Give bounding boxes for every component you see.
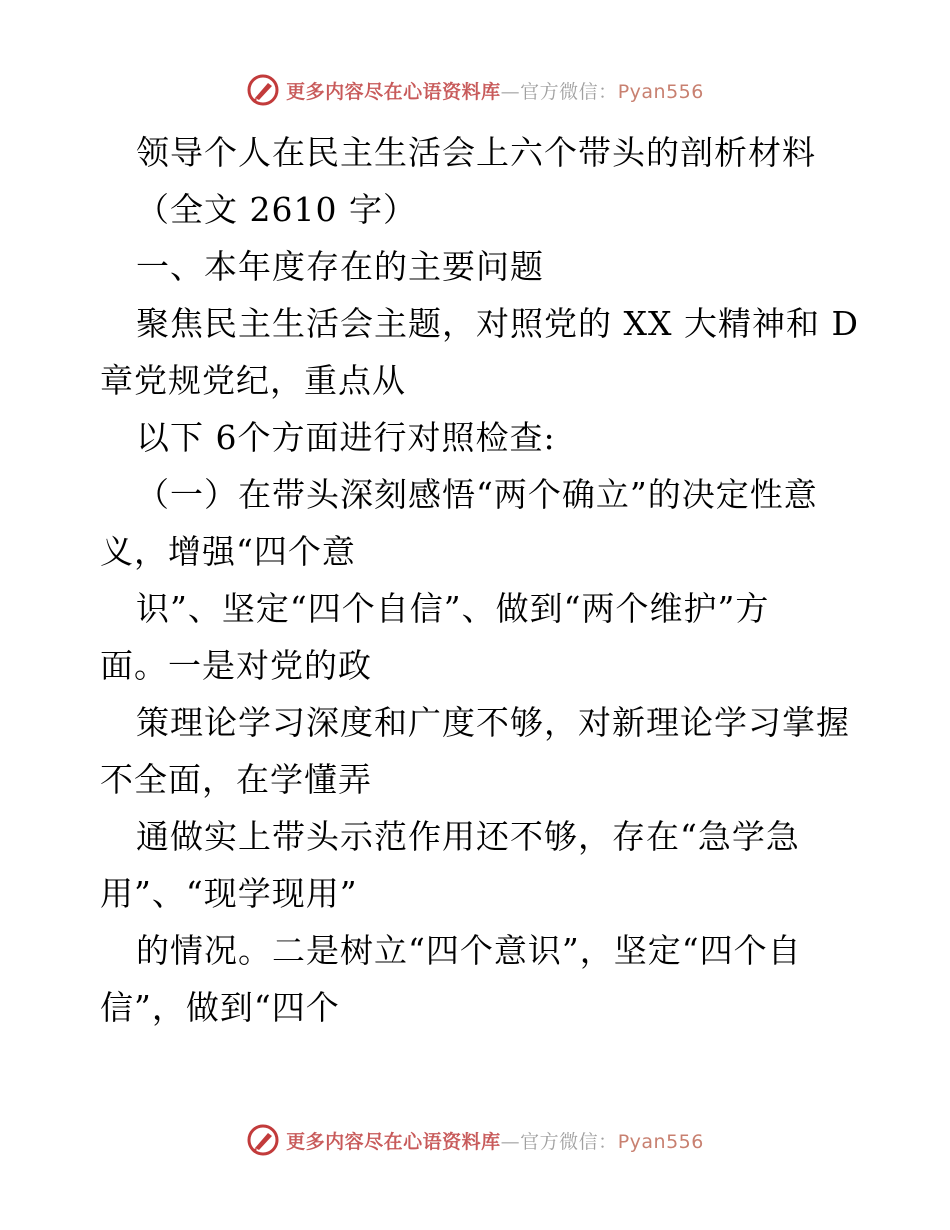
paragraph-line: 通做实上带头示范作用还不够，存在“急学急 [136,817,800,856]
watermark-brand: 更多内容尽在心语资料库 [286,80,501,103]
watermark-text [286,1127,704,1154]
watermark-wechat-id: Pyan556 [617,80,704,103]
paragraph-line: 信”，做到“四个 [100,988,340,1027]
watermark-wechat-id: Pyan556 [617,1130,704,1153]
subsection-heading: （一）在带头深刻感悟“两个确立”的决定性意 [136,475,818,514]
paragraph-line: 不全面，在学懂弄 [100,760,372,799]
pen-logo-icon [246,73,280,107]
paragraph-line: 义，增强“四个意 [100,532,356,571]
paragraph-line: 的情况。二是树立“四个意识”，坚定“四个自 [136,931,802,970]
watermark-banner-bottom [0,1120,950,1160]
paragraph-line: 面。一是对党的政 [100,646,372,685]
pen-logo-icon [246,1123,280,1157]
paragraph-line: 用”、“现学现用” [100,874,358,913]
word-count-note: （全文 2610 字） [136,190,417,229]
watermark-separator: — [500,1130,521,1153]
section-heading: 一、本年度存在的主要问题 [136,247,544,286]
paragraph-line: 聚焦民主生活会主题，对照党的 XX 大精神和 D [136,304,859,343]
watermark-wechat-label: 官方微信： [520,1130,618,1153]
watermark-text [286,77,704,104]
paragraph-line: 策理论学习深度和广度不够，对新理论学习掌握 [136,703,850,742]
paragraph-line: 章党规党纪，重点从 [100,361,406,400]
paragraph-line: 识”、坚定“四个自信”、做到“两个维护”方 [136,589,770,628]
document-body [100,124,860,1036]
watermark-wechat-label: 官方微信： [520,80,618,103]
watermark-brand: 更多内容尽在心语资料库 [286,1130,501,1153]
paragraph-line: 以下 6个方面进行对照检查: [136,418,556,457]
watermark-separator: — [500,80,521,103]
document-title: 领导个人在民主生活会上六个带头的剖析材料 [136,133,816,172]
watermark-banner-top [0,70,950,110]
